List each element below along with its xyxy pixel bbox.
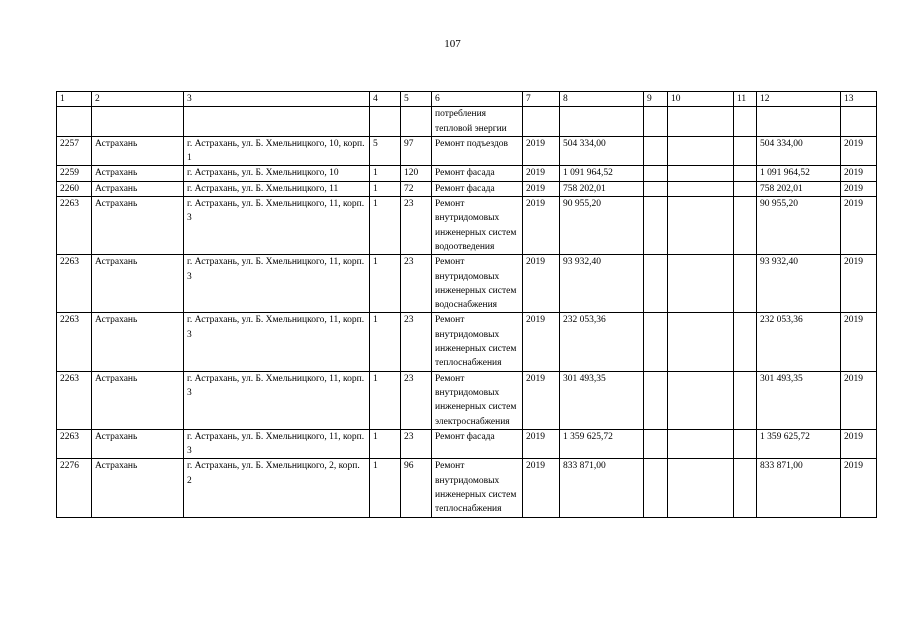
- col-entrances-cell: 1: [370, 313, 401, 371]
- col-10-cell: [668, 166, 734, 181]
- col-municipality-cell: Астрахань: [92, 197, 184, 255]
- col-entrances-cell: 1: [370, 197, 401, 255]
- column-number-cell: 7: [523, 92, 560, 107]
- col-reg-number-cell: 2263: [57, 197, 92, 255]
- col-11-cell: [734, 136, 757, 166]
- col-work-type-cell: Ремонт фасада: [432, 166, 523, 181]
- col-plan-year-cell: 2019: [523, 313, 560, 371]
- column-number-cell: 3: [184, 92, 370, 107]
- col-10-cell: [668, 255, 734, 313]
- col-total-cost-cell: 90 955,20: [757, 197, 841, 255]
- column-number-cell: 9: [644, 92, 668, 107]
- col-entrances-cell: 1: [370, 181, 401, 196]
- col-10-cell: [668, 459, 734, 517]
- col-entrances-cell: 5: [370, 136, 401, 166]
- col-reg-number-cell: 2263: [57, 371, 92, 429]
- col-11-cell: [734, 181, 757, 196]
- col-address-cell: г. Астрахань, ул. Б. Хмельницкого, 11, корп. 3: [184, 313, 370, 371]
- col-total-cost-cell: 504 334,00: [757, 136, 841, 166]
- col-reg-number-cell: 2259: [57, 166, 92, 181]
- table-row: [57, 136, 877, 166]
- col-work-type-cell: потребления тепловой энергии: [432, 107, 523, 137]
- col-11-cell: [734, 166, 757, 181]
- col-cost-cell: 301 493,35: [560, 371, 644, 429]
- col-total-cost-cell: 93 932,40: [757, 255, 841, 313]
- col-cost-cell: 833 871,00: [560, 459, 644, 517]
- col-11-cell: [734, 255, 757, 313]
- col-entrances-cell: 1: [370, 371, 401, 429]
- col-cost-cell: 1 091 964,52: [560, 166, 644, 181]
- col-plan-year-cell: 2019: [523, 371, 560, 429]
- col-cost-cell: 1 359 625,72: [560, 429, 644, 459]
- col-apartments-cell: 23: [401, 371, 432, 429]
- col-address-cell: г. Астрахань, ул. Б. Хмельницкого, 11, корп. 3: [184, 255, 370, 313]
- col-cost-cell: 758 202,01: [560, 181, 644, 196]
- col-completion-year-cell: 2019: [841, 255, 877, 313]
- col-plan-year-cell: 2019: [523, 197, 560, 255]
- col-apartments-cell: 120: [401, 166, 432, 181]
- col-municipality-cell: Астрахань: [92, 371, 184, 429]
- col-completion-year-cell: 2019: [841, 166, 877, 181]
- col-municipality-cell: [92, 107, 184, 137]
- col-11-cell: [734, 197, 757, 255]
- table-row: [57, 197, 877, 255]
- col-11-cell: [734, 313, 757, 371]
- col-cost-cell: 90 955,20: [560, 197, 644, 255]
- col-10-cell: [668, 429, 734, 459]
- col-9-cell: [644, 313, 668, 371]
- col-9-cell: [644, 136, 668, 166]
- col-municipality-cell: Астрахань: [92, 255, 184, 313]
- table-row: [57, 166, 877, 181]
- table-row: [57, 181, 877, 196]
- col-11-cell: [734, 459, 757, 517]
- column-number-cell: 4: [370, 92, 401, 107]
- col-10-cell: [668, 371, 734, 429]
- col-9-cell: [644, 371, 668, 429]
- col-reg-number-cell: 2260: [57, 181, 92, 196]
- col-address-cell: г. Астрахань, ул. Б. Хмельницкого, 11, корп. 3: [184, 197, 370, 255]
- col-plan-year-cell: 2019: [523, 181, 560, 196]
- col-11-cell: [734, 371, 757, 429]
- capital-repair-table: [56, 91, 877, 518]
- col-total-cost-cell: [757, 107, 841, 137]
- col-cost-cell: 232 053,36: [560, 313, 644, 371]
- col-total-cost-cell: 1 091 964,52: [757, 166, 841, 181]
- column-number-cell: 10: [668, 92, 734, 107]
- col-apartments-cell: 23: [401, 255, 432, 313]
- col-apartments-cell: 23: [401, 429, 432, 459]
- col-9-cell: [644, 181, 668, 196]
- col-total-cost-cell: 232 053,36: [757, 313, 841, 371]
- col-municipality-cell: Астрахань: [92, 181, 184, 196]
- col-completion-year-cell: 2019: [841, 371, 877, 429]
- col-reg-number-cell: 2263: [57, 429, 92, 459]
- col-address-cell: г. Астрахань, ул. Б. Хмельницкого, 11, корп. 3: [184, 429, 370, 459]
- col-completion-year-cell: 2019: [841, 459, 877, 517]
- col-9-cell: [644, 459, 668, 517]
- table-row: [57, 313, 877, 371]
- column-number-cell: 11: [734, 92, 757, 107]
- table-row: [57, 107, 877, 137]
- col-municipality-cell: Астрахань: [92, 136, 184, 166]
- column-number-cell: 2: [92, 92, 184, 107]
- col-municipality-cell: Астрахань: [92, 313, 184, 371]
- col-municipality-cell: Астрахань: [92, 429, 184, 459]
- col-cost-cell: [560, 107, 644, 137]
- column-number-cell: 8: [560, 92, 644, 107]
- col-10-cell: [668, 313, 734, 371]
- col-apartments-cell: 23: [401, 313, 432, 371]
- col-plan-year-cell: 2019: [523, 166, 560, 181]
- col-reg-number-cell: [57, 107, 92, 137]
- col-plan-year-cell: [523, 107, 560, 137]
- column-number-cell: 12: [757, 92, 841, 107]
- col-work-type-cell: Ремонт внутридомовых инженерных систем теплоснабжения: [432, 313, 523, 371]
- col-reg-number-cell: 2257: [57, 136, 92, 166]
- col-apartments-cell: 96: [401, 459, 432, 517]
- col-work-type-cell: Ремонт подъездов: [432, 136, 523, 166]
- table-row: [57, 429, 877, 459]
- col-total-cost-cell: 1 359 625,72: [757, 429, 841, 459]
- col-total-cost-cell: 301 493,35: [757, 371, 841, 429]
- col-apartments-cell: [401, 107, 432, 137]
- column-number-cell: 1: [57, 92, 92, 107]
- page-number: 107: [444, 38, 461, 50]
- col-completion-year-cell: 2019: [841, 197, 877, 255]
- col-10-cell: [668, 136, 734, 166]
- col-apartments-cell: 97: [401, 136, 432, 166]
- col-completion-year-cell: 2019: [841, 429, 877, 459]
- col-work-type-cell: Ремонт внутридомовых инженерных систем водоотведения: [432, 197, 523, 255]
- table-row: [57, 255, 877, 313]
- col-address-cell: г. Астрахань, ул. Б. Хмельницкого, 11: [184, 181, 370, 196]
- col-total-cost-cell: 758 202,01: [757, 181, 841, 196]
- col-9-cell: [644, 107, 668, 137]
- col-entrances-cell: 1: [370, 459, 401, 517]
- column-number-cell: 13: [841, 92, 877, 107]
- col-address-cell: [184, 107, 370, 137]
- col-work-type-cell: Ремонт фасада: [432, 181, 523, 196]
- col-11-cell: [734, 429, 757, 459]
- col-address-cell: г. Астрахань, ул. Б. Хмельницкого, 10, корп. 1: [184, 136, 370, 166]
- col-cost-cell: 504 334,00: [560, 136, 644, 166]
- col-completion-year-cell: 2019: [841, 313, 877, 371]
- col-address-cell: г. Астрахань, ул. Б. Хмельницкого, 11, корп. 3: [184, 371, 370, 429]
- col-completion-year-cell: 2019: [841, 181, 877, 196]
- col-cost-cell: 93 932,40: [560, 255, 644, 313]
- col-entrances-cell: 1: [370, 166, 401, 181]
- col-plan-year-cell: 2019: [523, 136, 560, 166]
- col-address-cell: г. Астрахань, ул. Б. Хмельницкого, 10: [184, 166, 370, 181]
- col-plan-year-cell: 2019: [523, 429, 560, 459]
- column-number-row: [57, 92, 877, 107]
- col-work-type-cell: Ремонт фасада: [432, 429, 523, 459]
- column-number-cell: 6: [432, 92, 523, 107]
- col-plan-year-cell: 2019: [523, 459, 560, 517]
- col-10-cell: [668, 107, 734, 137]
- table-row: [57, 459, 877, 517]
- col-reg-number-cell: 2276: [57, 459, 92, 517]
- col-9-cell: [644, 197, 668, 255]
- col-address-cell: г. Астрахань, ул. Б. Хмельницкого, 2, корп. 2: [184, 459, 370, 517]
- col-9-cell: [644, 255, 668, 313]
- col-plan-year-cell: 2019: [523, 255, 560, 313]
- col-apartments-cell: 72: [401, 181, 432, 196]
- col-work-type-cell: Ремонт внутридомовых инженерных систем теплоснабжения: [432, 459, 523, 517]
- col-entrances-cell: [370, 107, 401, 137]
- col-total-cost-cell: 833 871,00: [757, 459, 841, 517]
- column-number-cell: 5: [401, 92, 432, 107]
- col-municipality-cell: Астрахань: [92, 166, 184, 181]
- col-municipality-cell: Астрахань: [92, 459, 184, 517]
- table-body: [57, 92, 877, 518]
- col-10-cell: [668, 181, 734, 196]
- col-entrances-cell: 1: [370, 255, 401, 313]
- col-completion-year-cell: 2019: [841, 136, 877, 166]
- col-9-cell: [644, 429, 668, 459]
- col-completion-year-cell: [841, 107, 877, 137]
- table-row: [57, 371, 877, 429]
- col-9-cell: [644, 166, 668, 181]
- col-11-cell: [734, 107, 757, 137]
- col-work-type-cell: Ремонт внутридомовых инженерных систем водоснабжения: [432, 255, 523, 313]
- col-reg-number-cell: 2263: [57, 313, 92, 371]
- col-apartments-cell: 23: [401, 197, 432, 255]
- col-entrances-cell: 1: [370, 429, 401, 459]
- col-10-cell: [668, 197, 734, 255]
- col-work-type-cell: Ремонт внутридомовых инженерных систем электроснабжения: [432, 371, 523, 429]
- col-reg-number-cell: 2263: [57, 255, 92, 313]
